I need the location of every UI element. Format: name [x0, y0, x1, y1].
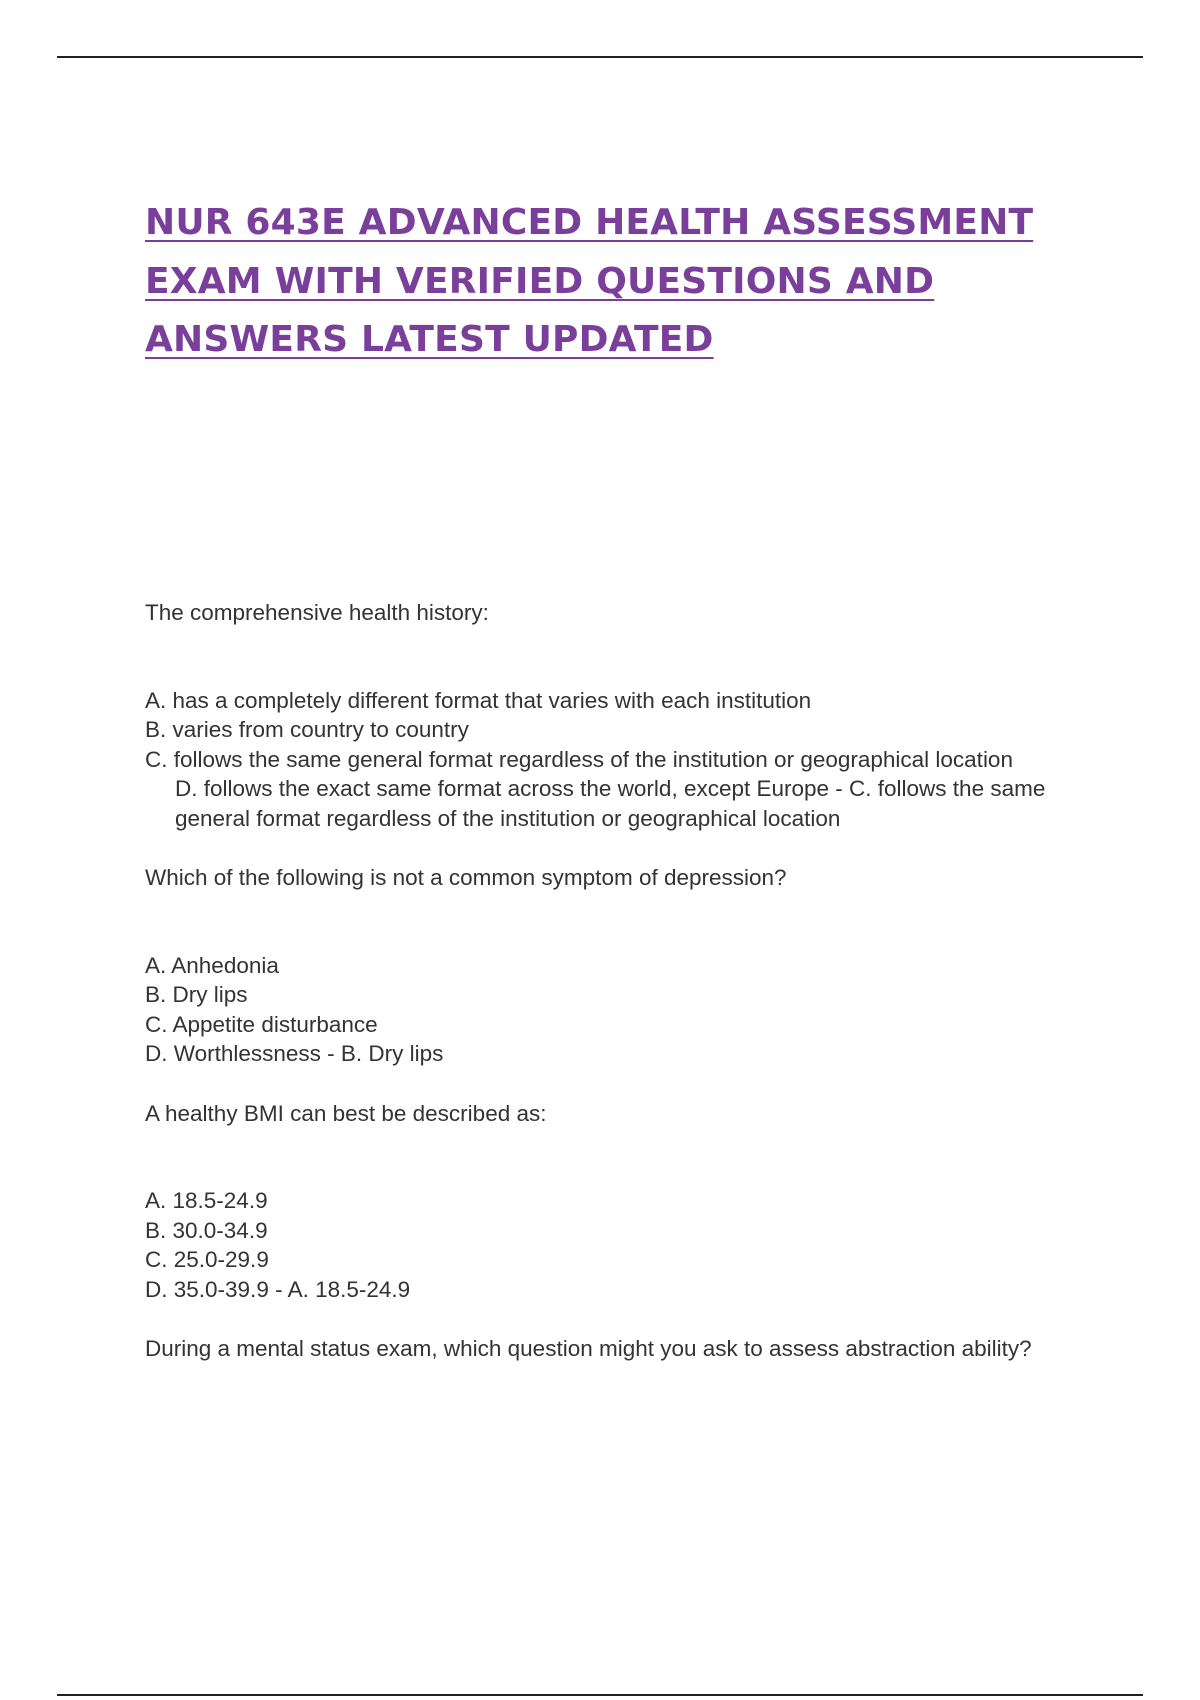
answer-option: A. Anhedonia	[145, 952, 279, 978]
question-block-1	[145, 598, 1105, 833]
question-prompt: A healthy BMI can best be described as:	[145, 1100, 547, 1126]
answer-option: D. 35.0-39.9 - A. 18.5-24.9	[145, 1276, 411, 1302]
answer-options	[145, 951, 1105, 1069]
answer-option: A. has a completely different format that varies with each institution	[145, 687, 812, 713]
question-prompt: Which of the following is not a common symptom of depression?	[145, 865, 787, 890]
question-block-2	[145, 863, 1105, 1069]
answer-option: A. 18.5-24.9	[145, 1188, 268, 1213]
answer-option: D. Worthlessness - B. Dry lips	[145, 1041, 444, 1066]
answer-option: B. varies from country to country	[145, 717, 469, 742]
answer-option: C. Appetite disturbance	[145, 1011, 378, 1037]
document-title	[145, 194, 1065, 370]
answer-option: D. follows the exact same format across the world, except Europe - C. follows the same general format regardless of the institution or geographical location	[175, 776, 1046, 831]
answer-options	[145, 1186, 1105, 1304]
question-prompt: The comprehensive health history:	[145, 600, 489, 625]
top-rule	[57, 56, 1143, 58]
answer-options	[145, 686, 1105, 834]
title-line: EXAM WITH VERIFIED QUESTIONS AND	[145, 260, 935, 302]
bottom-rule	[57, 1694, 1143, 1696]
answer-option: B. Dry lips	[145, 982, 248, 1007]
answer-option: C. 25.0-29.9	[145, 1247, 269, 1272]
question-prompt: During a mental status exam, which question might you ask to assess abstraction ability?	[145, 1336, 1032, 1361]
question-block-4	[145, 1334, 1105, 1364]
title-line: ANSWERS LATEST UPDATED	[145, 319, 714, 360]
title-line: NUR 643E ADVANCED HEALTH ASSESSMENT	[145, 202, 1034, 243]
answer-option: C. follows the same general format regardless of the institution or geographical location	[145, 746, 1013, 772]
question-block-3	[145, 1099, 1105, 1305]
answer-option: B. 30.0-34.9	[145, 1217, 268, 1243]
question-list	[145, 598, 1105, 1364]
